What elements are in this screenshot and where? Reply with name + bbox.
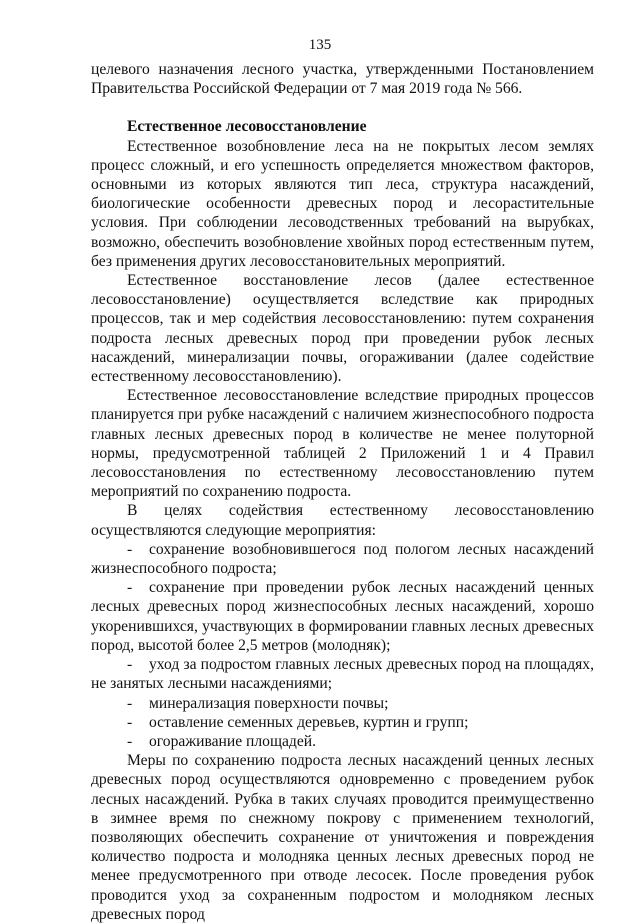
page-number: 135 (308, 37, 332, 53)
paragraph-closing: Меры по сохранению подроста лесных насаждений ценных лесных древесных пород осуществляются одновременно с проведением рубок лесных насаждений. Рубка в таких случаях проводится преимущественно в зимнее время по снежному покрову с применением технологий, позволяющих обеспечить сохранение от уничтожения и повреждения количество подроста и молодняка ценных лесных древесных пород не менее предусмотренного при отводе лесосек. После проведения рубок проводится уход за сохраненным подростом и молодняком лесных древесных пород (91, 752, 594, 923)
list-bullet: - (127, 540, 133, 558)
list-item (91, 578, 594, 655)
paragraph-planning: Естественное лесовосстановление вследствие природных процессов планируется при рубке насаждений с наличием жизнеспособного подроста главных лесных древесных пород в количестве не менее полуторной нормы, предусмотренной таблицей 2 Приложений 1 и 4 Правил лесовосстановления по естественному лесовосстановлению путем мероприятий по сохранению подроста. (91, 387, 594, 501)
intro-paragraph: целевого назначения лесного участка, утвержденными Постановлением Правительства Российской Федерации от 7 мая 2019 года № 566. (91, 61, 594, 98)
list-item-text: уход за подростом главных лесных древесных пород на площадях, не занятых лесными насаждениями; (91, 656, 594, 693)
list-item (91, 655, 594, 693)
measures-list (91, 540, 594, 751)
list-item (91, 713, 594, 732)
paragraph-definition: Естественное восстановление лесов (далее естественное лесовосстановление) осуществляется вследствие как природных процессов, так и мер содействия лесовосстановлению: путем сохранения подроста лесных древесных пород при проведении рубок лесных насаждений, минерализации почвы, огораживании (далее содействие естественному лесовосстановлению). (91, 272, 594, 386)
list-bullet: - (127, 732, 133, 750)
list-item-text: сохранение при проведении рубок лесных насаждений ценных лесных древесных пород жизнеспособных лесных насаждений, хорошо укоренившихся, участвующих в формировании главных лесных древесных пород, высотой более 2,5 метров (молодняк); (91, 579, 594, 654)
section-heading: Естественное лесовосстановление (127, 118, 367, 136)
list-bullet: - (127, 579, 133, 597)
paragraph-measures-intro: В целях содействия естественному лесовосстановлению осуществляются следующие мероприятия: (91, 502, 594, 539)
list-item-text: минерализация поверхности почвы; (149, 694, 389, 712)
list-item (91, 732, 594, 751)
list-item-text: сохранение возобновившегося под пологом лесных насаждений жизнеспособного подроста; (91, 540, 594, 578)
list-item-text: оставление семенных деревьев, куртин и групп; (149, 713, 469, 731)
list-item (91, 694, 594, 713)
list-item (91, 540, 594, 578)
document-body (91, 60, 594, 924)
paragraph-natural-renewal: Естественное возобновление леса на не покрытых лесом землях процесс сложный, и его успешность определяется множеством факторов, основными из которых являются тип леса, структура насаждений, биологические особенности древесных пород и лесорастительные условия. При соблюдении лесоводственных требований на вырубках, возможно, обеспечить возобновление хвойных пород естественным путем, без применения других лесовосстановительных мероприятий. (91, 137, 594, 270)
list-item-text: огораживание площадей. (149, 732, 316, 750)
list-bullet: - (127, 694, 133, 712)
list-bullet: - (127, 656, 133, 674)
list-bullet: - (127, 713, 133, 731)
